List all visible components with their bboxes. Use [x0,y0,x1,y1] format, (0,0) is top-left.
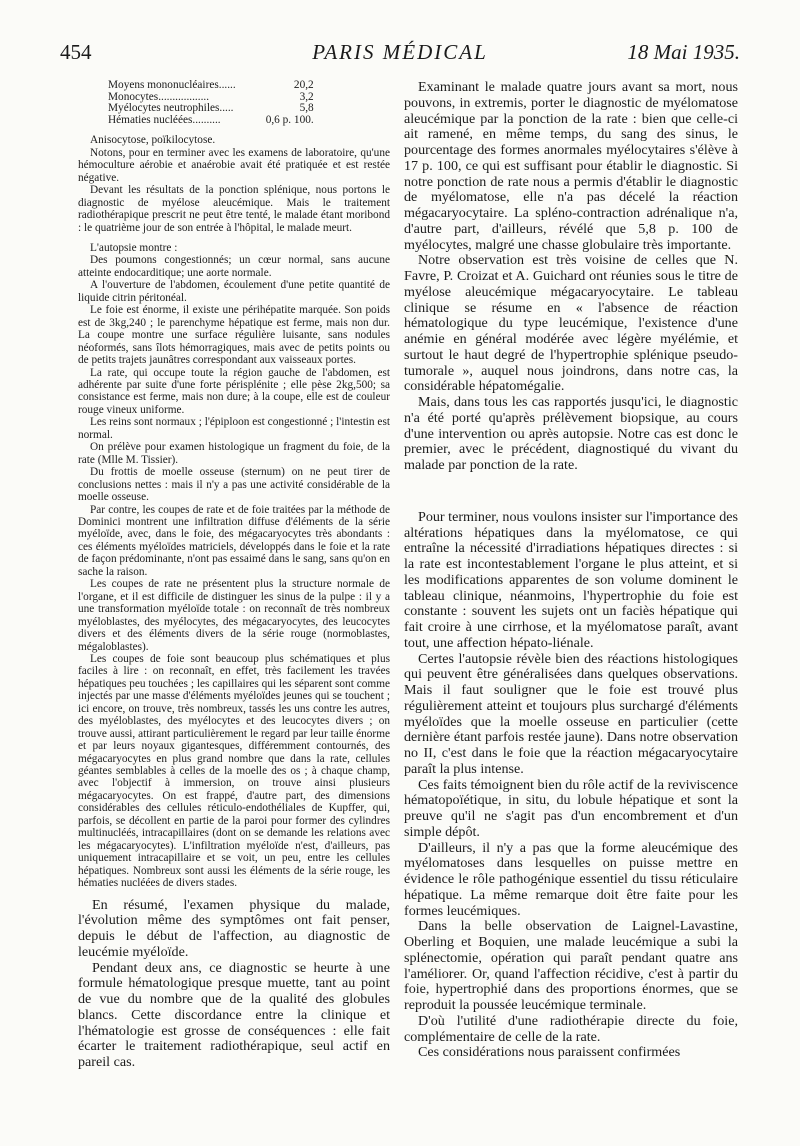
paragraph: Du frottis de moelle osseuse (sternum) on ne peut tirer de conclusions nettes : mais il n'y a pas une activité considérable de la moelle osseuse. [78,466,390,504]
paragraph: Examinant le malade quatre jours avant sa mort, nous pouvons, in extremis, porter le diagnostic de myélomatose aleucémique par la ponction de la rate : bien que celle-ci ait ramené, en même temps, du sang des sinus, le pourcentage des formes anormales myélocytaires s'élève à 17 p. 100, ce qui est suffisant pour établir le diagnostic. Si notre ponction de rate nous a permis d'établir le diagnostic de myélomatose, elle n'a pas décelé la réaction mégacaryocytaire. La spléno-contraction adrénalique n'a, d'autre part, d'ailleurs, révélé que 5,8 p. 100 de myélocytes, malgré une chasse globulaire très importante. [404,80,738,253]
small-text-block [78,134,390,889]
page-header [60,40,740,70]
paragraph: La rate, qui occupe toute la région gauche de l'abdomen, est adhérente par suite d'une forte périsplénite ; elle pèse 2kg,500; sa consistance est ferme, mais non dure; à la coupe, elle est de couleur rouge vineux uniforme. [78,366,390,416]
table-row: Hématies nucléées.......... 0,6 p. 100. [108,113,314,126]
table-row: Myélocytes neutrophiles..... 5,8 [108,102,314,115]
paragraph: D'où l'utilité d'une radiothérapie directe du foie, complémentaire de celle de la rate. [404,1012,738,1045]
paragraph: Devant les résultats de la ponction splénique, nous portons le diagnostic de myélose aleucémique. Mais le traitement radiothérapique prescrit ne peut être tenté, le malade étant moribond : le quatrième jour de son entrée à l'hôpital, le malade meurt. [78,184,390,234]
left-column [78,80,390,1130]
paragraph: Anisocytose, poïkilocytose. [90,134,216,147]
paragraph: Mais, dans tous les cas rapportés jusqu'ici, le diagnostic n'a été porté qu'après prélèvement biopsique, au cours d'une intervention ou après autopsie. Notre cas est donc le premier, avec le précédent, diagnostiqué du vivant du malade par ponction de la rate. [404,394,738,473]
paragraph: En résumé, l'examen physique du malade, l'évolution même des symptômes ont fait penser, depuis le début de l'affection, au diagnostic de leucémie myéloïde. [78,896,390,960]
paragraph: L'autopsie montre : [90,242,178,254]
journal-title: PARIS MÉDICAL [312,40,488,64]
right-column [404,80,738,1130]
paragraph: Les coupes de rate ne présentent plus la structure normale de l'organe, et il est difficile de distinguer les sinus de la pulpe : il y a une transformation myéloïde totale : on reconnaît de très nombreux myéloblastes, des myélocytes, des mégacaryocytes, des leucocytes divers et des éléments divers de la série rouge (normoblastes, mégaloblastes). [78,578,390,653]
paragraph: Des poumons congestionnés; un cœur normal, sans aucune atteinte endocarditique; une aorte normale. [78,254,390,279]
table-row: Monocytes.................. 3,2 [108,90,314,103]
paragraph: D'ailleurs, il n'y a pas que la forme aleucémique des myélomatoses dans lesquelles on puisse mettre en évidence le rôle pathogénique essentiel du tissu réticulaire hépatique. La même remarque doit être faite pour les formes leucémiques. [404,839,738,919]
cell-count-table [108,80,314,126]
paragraph: Ces faits témoignent bien du rôle actif de la reviviscence hématopoïétique, in situ, du lobule hépatique et sont la preuve qu'il ne s'agit pas d'un encombrement et d'un simple dépôt. [404,776,738,840]
paragraph: Les reins sont normaux ; l'épiploon est congestionné ; l'intestin est normal. [78,416,390,441]
large-text-block [78,898,390,1071]
paragraph: Certes l'autopsie révèle bien des réactions histologiques qui peuvent être généralisées dans quelques observations. Mais il faut souligner que le foie est trouvé plus régulièrement atteint et toujours plus surchargé d'éléments myéloïdes que la moelle osseuse en particulier (cette dernière étant parfois restée jaune). Dans notre observation no II, c'est dans le foie que la réaction mégacaryocytaire paraît la plus intense. [404,650,738,777]
paragraph: Ces considérations nous paraissent confirmées [418,1044,681,1061]
paragraph: Notre observation est très voisine de celles que N. Favre, P. Croizat et A. Guichard ont réunies sous le titre de myélose aleucémique mégacaryocytaire. Le tableau clinique se résume en « l'absence de réaction hématologique du type leucémique, l'existence d'une anémie en général modérée avec légère myélémie, et surtout le haut degré de l'hypertrophie splénique pseudo-tumorale », auquel nous joindrons, dans notre cas, la considérable hépatomégalie. [404,252,738,395]
paragraph: Par contre, les coupes de rate et de foie traitées par la méthode de Dominici montrent une infiltration diffuse d'éléments de la série myéloïde, avec, dans le foie, des mégacaryocytes très abondants : ces éléments myéloïdes matriciels, développés dans le foie et la rate de façon prédominante, n'ont pas essaimé dans le sang, sans qu'on en sache la raison. [78,503,390,578]
issue-date: 18 Mai 1935. [627,40,740,64]
paragraph: On prélève pour examen histologique un fragment du foie, de la rate (Mlle M. Tissier). [78,441,390,466]
paragraph: Le foie est énorme, il existe une périhépatite marquée. Son poids est de 3kg,240 ; le parenchyme hépatique est ferme, mais non dur. La coupe montre une surface régulière luisante, sans nodules néoformés, sans îlots hémorragiques, mais avec de petits points ou de petits trajets jaunâtres correspondant aux vaisseaux portes. [78,304,390,367]
page-number: 454 [60,40,92,64]
paragraph: Dans la belle observation de Laignel-Lavastine, Oberling et Boquien, une malade leucémique a subi la splénectomie, opération qui paraît pendant quatre ans l'améliorer. Or, quand l'affection récidive, c'est à partir du foie, hypertrophié dans des proportions énormes, que se reproduit la poussée leucémique terminale. [404,918,738,1013]
paragraph: Les coupes de foie sont beaucoup plus schématiques et plus faciles à lire : on reconnaît, en effet, très facilement les travées hépatiques peu touchées ; les capillaires qui les séparent sont comme injectés par une masse d'éléments myéloïdes jeunes qui se touchent ; ici encore, on trouve, très nombreux, tassés les uns contre les autres, des myéloblastes, des myélocytes et des leucocytes divers ; on trouve aussi, attirant particulièrement le regard par leur taille énorme et par leurs noyaux gigantesques, différemment contournés, des mégacaryocytes en plus grand nombre que dans la rate, cellules géantes semblables à celles de la moelle des os ; à chaque champ, avec l'objectif à immersion, on trouve ainsi plusieurs mégacaryocytes. On est frappé, d'autre part, des dimensions considérables des cellules réticulo-endothéliales de Kupffer, qui, parfois, se décollent en partie de la paroi pour former des cylindres multinucléés, intracapillaires (dont on se demande les relations avec les mégacaryocytes). L'infiltration myéloïde n'est, d'ailleurs, pas uniquement intracapillaire et se voit, un peu, entre les cellules hépatiques. Nombreux sont aussi les éléments de la série rouge, les hématies nucléées de divers stades. [78,652,390,890]
paragraph: Notons, pour en terminer avec les examens de laboratoire, qu'une hémoculture aérobie et anaérobie avait été pratiquée et est restée négative. [78,146,390,184]
table-row: Moyens mononucléaires...... 20,2 [108,80,314,91]
paragraph: Pour terminer, nous voulons insister sur l'importance des altérations hépatiques dans la myélomatose, ce qui entraîne la nécessité d'irradiations hépatiques directes : si la rate est incontestablement l'organe le plus atteint, et si les modifications apparentes de son volume dominent le tableau clinique, néanmoins, l'hypertrophie du foie est constante : souvent les sujets ont un faciès hépatique qui fait croire à une cirrhose, et la myélomatose paraît, avant tout, une affection hépato-liénale. [404,508,738,651]
paragraph: A l'ouverture de l'abdomen, écoulement d'une petite quantité de liquide citrin péritonéal. [78,279,390,304]
paragraph: Pendant deux ans, ce diagnostic se heurte à une formule hématologique presque muette, tant au point de vue du nombre que de la qualité des globules blancs. Cette discordance entre la clinique et l'hématologie est grosse de conséquences : elle fait écarter le traitement radiothérapique, seul actif en pareil cas. [78,959,390,1071]
